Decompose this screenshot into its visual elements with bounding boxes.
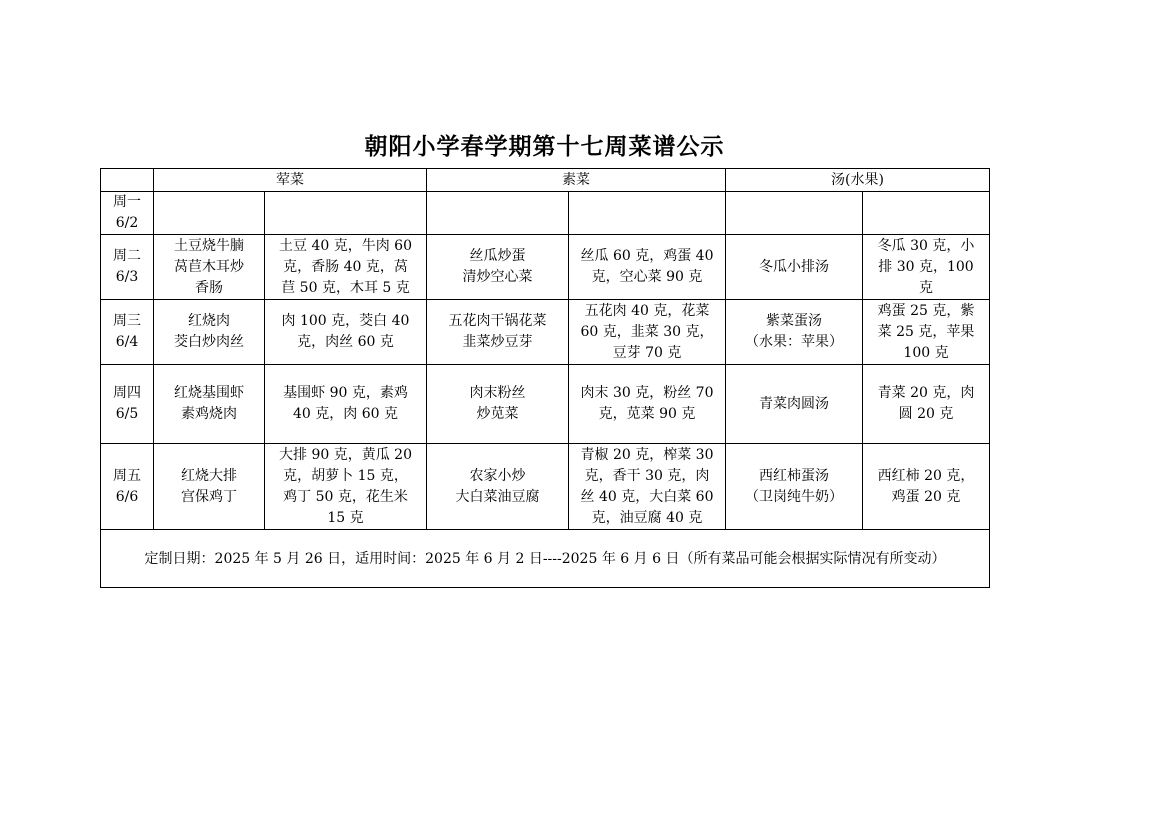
soup-qty-cell <box>863 444 990 530</box>
cell-line: 香肠 <box>195 279 223 296</box>
cell-line: 土豆 40 克，牛肉 60 <box>279 237 412 254</box>
date-label: 6/6 <box>115 488 139 505</box>
soup-qty-cell <box>863 192 990 235</box>
cell-line: 大白菜油豆腐 <box>455 488 540 505</box>
cell-line: 克，空心菜 90 克 <box>591 269 703 285</box>
meat-qty-cell <box>265 444 427 530</box>
cell-line: 基围虾 90 克，素鸡 <box>283 385 408 401</box>
cell-line: （水果：苹果） <box>745 334 843 350</box>
cell-line: 丝瓜炒蛋 <box>469 248 526 264</box>
cell-line: 茭白炒肉丝 <box>174 334 244 350</box>
cell-line: 炒苋菜 <box>476 406 519 422</box>
footer-row <box>101 530 990 588</box>
veg-cell <box>427 300 569 365</box>
cell-line: 肉末 30 克，粉丝 70 <box>580 385 714 401</box>
cell-line: （卫岗纯牛奶） <box>745 488 843 505</box>
date-label: 6/2 <box>115 215 139 231</box>
weekday-label: 周二 <box>113 248 141 264</box>
day-cell <box>101 444 154 530</box>
veg-cell <box>427 235 569 300</box>
soup-cell <box>726 444 863 530</box>
page-title: 朝阳小学春学期第十七周菜谱公示 <box>364 134 725 160</box>
weekday-label: 周五 <box>113 467 141 484</box>
cell-line: 克，苋菜 90 克 <box>598 406 696 422</box>
meat-qty-cell <box>265 235 427 300</box>
soup-cell <box>726 235 863 300</box>
cell-line: 大排 90 克，黄瓜 20 <box>279 446 412 463</box>
cell-line: 西红柿 20 克， <box>877 467 975 484</box>
meat-cell <box>154 235 265 300</box>
cell-line: 农家小炒 <box>469 467 526 484</box>
veg-qty-cell <box>569 300 726 365</box>
cell-line: 菜 25 克，苹果 <box>877 323 975 340</box>
soup-cell <box>726 192 863 235</box>
table-row <box>101 365 990 444</box>
soup-qty-cell <box>863 300 990 365</box>
table-row <box>101 192 990 235</box>
cell-line: 克，胡萝卜 15 克， <box>283 467 408 484</box>
cell-line: 丝瓜 60 克，鸡蛋 40 <box>580 248 714 264</box>
cell-line: 清炒空心菜 <box>462 269 533 285</box>
cell-line: 鸡丁 50 克，花生米 <box>283 488 408 505</box>
cell-line: 莴苣木耳炒 <box>174 258 244 275</box>
cell-line: 15 克 <box>327 509 364 526</box>
header-row <box>101 169 990 192</box>
cell-line: 克，香肠 40 克，莴 <box>283 258 408 275</box>
cell-line: 冬瓜小排汤 <box>759 258 829 275</box>
table-row <box>101 300 990 365</box>
table-row <box>101 444 990 530</box>
cell-line: 五花肉 40 克，花菜 <box>584 302 710 319</box>
cell-line: 红烧基围虾 <box>174 385 244 401</box>
meat-cell <box>154 192 265 235</box>
date-label: 6/3 <box>115 269 139 285</box>
veg-cell <box>427 365 569 444</box>
meat-cell <box>154 444 265 530</box>
weekday-label: 周三 <box>113 313 141 329</box>
cell-line: 肉末粉丝 <box>469 385 526 401</box>
meat-qty-cell <box>265 365 427 444</box>
header-day-cell <box>101 169 154 192</box>
cell-line: 丝 40 克，大白菜 60 <box>580 488 714 505</box>
veg-cell <box>427 192 569 235</box>
day-cell <box>101 300 154 365</box>
cell-line: 40 克，肉 60 克 <box>293 406 398 422</box>
menu-table <box>100 168 990 588</box>
cell-line: 红烧大排 <box>181 467 237 484</box>
date-label: 6/5 <box>115 406 139 422</box>
meat-cell <box>154 300 265 365</box>
cell-line: 宫保鸡丁 <box>181 488 237 505</box>
cell-line: 素鸡烧肉 <box>181 406 237 422</box>
soup-qty-cell <box>863 235 990 300</box>
veg-qty-cell <box>569 444 726 530</box>
cell-line: 100 克 <box>903 344 949 361</box>
header-veg: 素菜 <box>427 169 726 192</box>
meat-qty-cell <box>265 300 427 365</box>
weekday-label: 周一 <box>113 194 141 210</box>
veg-qty-cell <box>569 192 726 235</box>
cell-line: 韭菜炒豆芽 <box>462 334 533 350</box>
cell-line: 西红柿蛋汤 <box>759 467 829 484</box>
cell-line: 苣 50 克，木耳 5 克 <box>281 279 410 296</box>
cell-line: 圆 20 克 <box>898 406 954 422</box>
day-cell <box>101 365 154 444</box>
table-row <box>101 235 990 300</box>
veg-qty-cell <box>569 365 726 444</box>
cell-line: 青菜 20 克，肉 <box>877 385 975 401</box>
soup-cell <box>726 300 863 365</box>
cell-line: 肉 100 克，茭白 40 <box>281 313 410 329</box>
cell-line: 红烧肉 <box>188 313 230 329</box>
cell-line: 克，香干 30 克，肉 <box>584 467 710 484</box>
cell-line: 冬瓜 30 克，小 <box>877 237 975 254</box>
cell-line: 60 克，韭菜 30 克， <box>580 323 714 340</box>
meat-qty-cell <box>265 192 427 235</box>
veg-qty-cell <box>569 235 726 300</box>
header-soup: 汤(水果) <box>726 169 990 192</box>
cell-line: 克，油豆腐 40 克 <box>591 509 703 526</box>
day-cell <box>101 235 154 300</box>
meat-cell <box>154 365 265 444</box>
cell-line: 克，肉丝 60 克 <box>297 334 394 350</box>
cell-line: 排 30 克，100 <box>878 258 974 275</box>
header-meat: 荤菜 <box>154 169 427 192</box>
date-label: 6/4 <box>115 334 139 350</box>
cell-line: 青菜肉圆汤 <box>759 395 829 412</box>
day-cell <box>101 192 154 235</box>
soup-qty-cell <box>863 365 990 444</box>
cell-line: 克 <box>919 279 933 296</box>
cell-line: 豆芽 70 克 <box>612 344 682 361</box>
cell-line: 鸡蛋 20 克 <box>891 488 961 505</box>
veg-cell <box>427 444 569 530</box>
weekday-label: 周四 <box>113 385 141 401</box>
cell-line: 五花肉干锅花菜 <box>448 313 547 329</box>
soup-cell <box>726 365 863 444</box>
footer-note: 定制日期：2025 年 5 月 26 日，适用时间：2025 年 6 月 2 日----2025 年 6 月 6 日（所有菜品可能会根据实际情况有所变动） <box>101 530 990 588</box>
cell-line: 紫菜蛋汤 <box>766 313 822 329</box>
cell-line: 青椒 20 克，榨菜 30 <box>580 446 714 463</box>
cell-line: 土豆烧牛腩 <box>174 237 244 254</box>
cell-line: 鸡蛋 25 克，紫 <box>877 302 975 319</box>
